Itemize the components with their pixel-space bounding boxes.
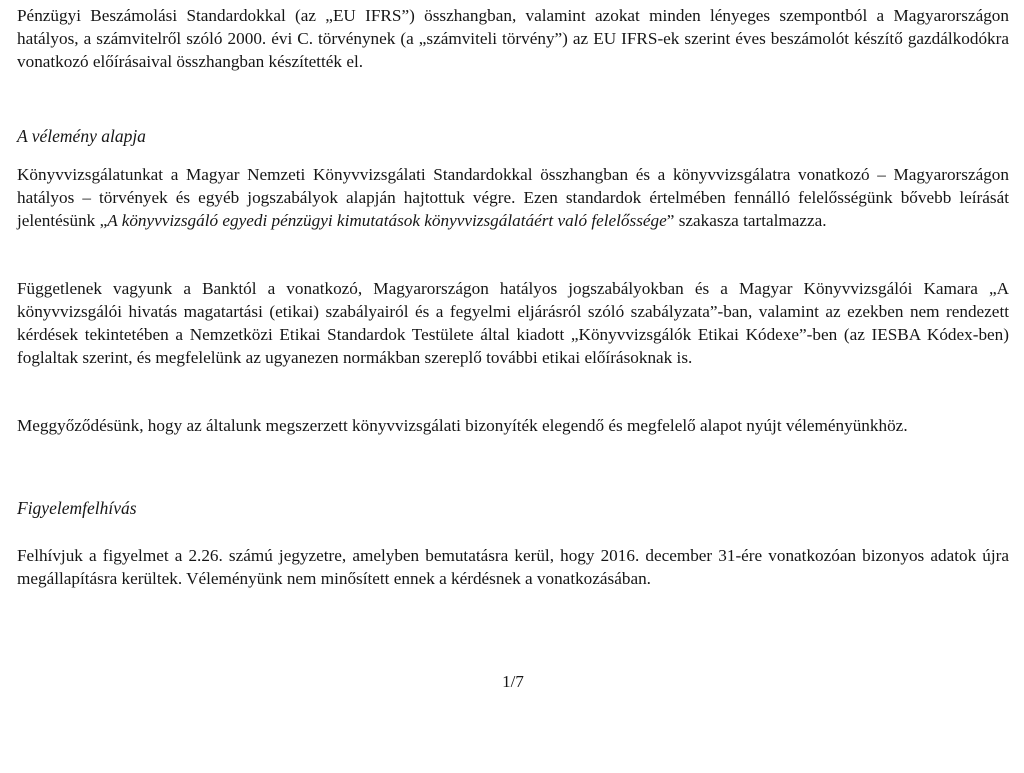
basis-paragraph-1	[17, 163, 1009, 232]
section-heading-emphasis: Figyelemfelhívás	[17, 498, 137, 518]
page-number: 1/7	[502, 672, 524, 691]
basis-paragraph-2: Függetlenek vagyunk a Banktól a vonatkozó, Magyarországon hatályos jogszabályokban és a Magyar Könyvvizsgálói Kamara „A könyvvizsgálói hivatás magatartási (etikai) szabályairól és a fegyelmi eljárásról szóló szabályzata”-ban, valamint az ezekben nem rendezett kérdések tekintetében a Nemzetközi Etikai Standardok Testülete által kiadott „Könyvvizsgálók Etikai Kódexe”-ben (az IESBA Kódex-ben) foglaltak szerint, és megfelelünk az ugyanezen normákban szereplő további etikai előírásoknak is.	[17, 279, 1009, 367]
basis-paragraph-1-text: Könyvvizsgálatunkat a Magyar Nemzeti Könyvvizsgálati Standardokkal összhangban és a könyvvizsgálatra vonatkozó – Magyarországon hatályos – törvények és egyéb jogszabályok alapján hajtottuk végre. Ezen standardok értelmében fennálló felelősségünk bővebb leírását jelentésünk „	[17, 165, 1009, 230]
document-page	[17, 0, 1015, 773]
emphasis-paragraph: Felhívjuk a figyelmet a 2.26. számú jegyzetre, amelyben bemutatásra kerül, hogy 2016. december 31-ére vonatkozóan bizonyos adatok újra megállapításra kerültek. Véleményünk nem minősített ennek a kérdésnek a vonatkozásában.	[17, 546, 1009, 588]
section-heading-basis: A vélemény alapja	[17, 126, 146, 146]
basis-paragraph-3: Meggyőződésünk, hogy az általunk megszerzett könyvvizsgálati bizonyíték elegendő és megfelelő alapot nyújt véleményünkhöz.	[17, 416, 908, 435]
basis-paragraph-1-italic-reference: A könyvvizsgáló egyedi pénzügyi kimutatások könyvvizsgálatáért való felelőssége	[107, 211, 667, 230]
basis-paragraph-1-end: ” szakasza tartalmazza.	[666, 211, 827, 230]
opening-paragraph: Pénzügyi Beszámolási Standardokkal (az „EU IFRS”) összhangban, valamint azokat minden lényeges szempontból a Magyarországon hatályos, a számvitelről szóló 2000. évi C. törvénynek (a „számviteli törvény”) az EU IFRS-ek szerint éves beszámolót készítő gazdálkodókra vonatkozó előírásaival összhangban készítették el.	[17, 6, 1009, 71]
